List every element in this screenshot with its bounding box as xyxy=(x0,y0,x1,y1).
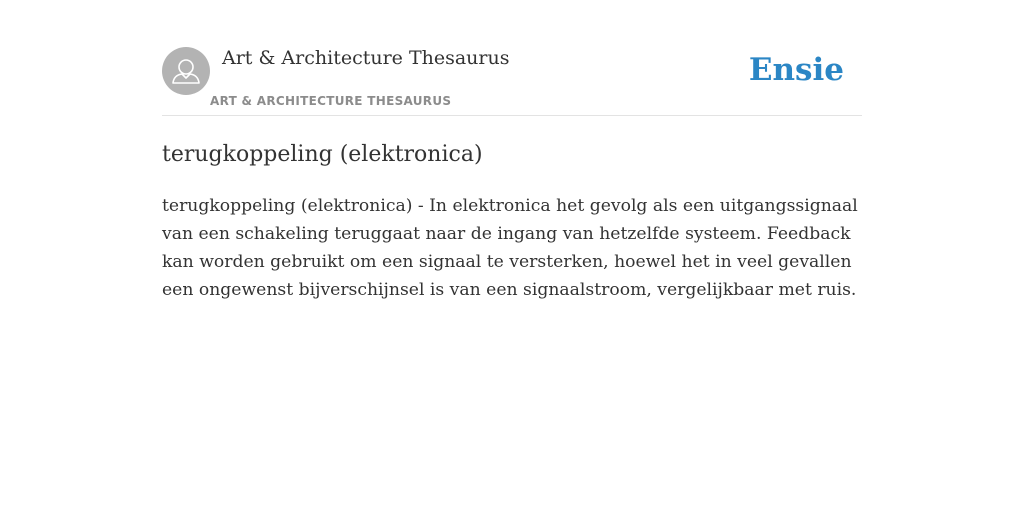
user-icon xyxy=(162,47,210,95)
brand-logo-link[interactable]: Ensie xyxy=(748,52,844,88)
author-name-link[interactable]: Art & Architecture Thesaurus xyxy=(222,47,510,69)
page-title: terugkoppeling (elektronica) xyxy=(162,142,483,167)
author-header xyxy=(162,46,862,116)
avatar[interactable] xyxy=(162,47,210,95)
article-body: terugkoppeling (elektronica) - In elektronica het gevolg als een uitgangssignaal van een schakeling teruggaat naar de ingang van hetzelfde systeem. Feedback kan worden gebruikt om een signaal te versterken, hoewel het in veel gevallen een ongewenst bijverschijnsel is van een signaalstroom, vergelijkbaar met ruis. xyxy=(162,196,858,300)
author-subtitle: ART & ARCHITECTURE THESAURUS xyxy=(210,94,452,108)
